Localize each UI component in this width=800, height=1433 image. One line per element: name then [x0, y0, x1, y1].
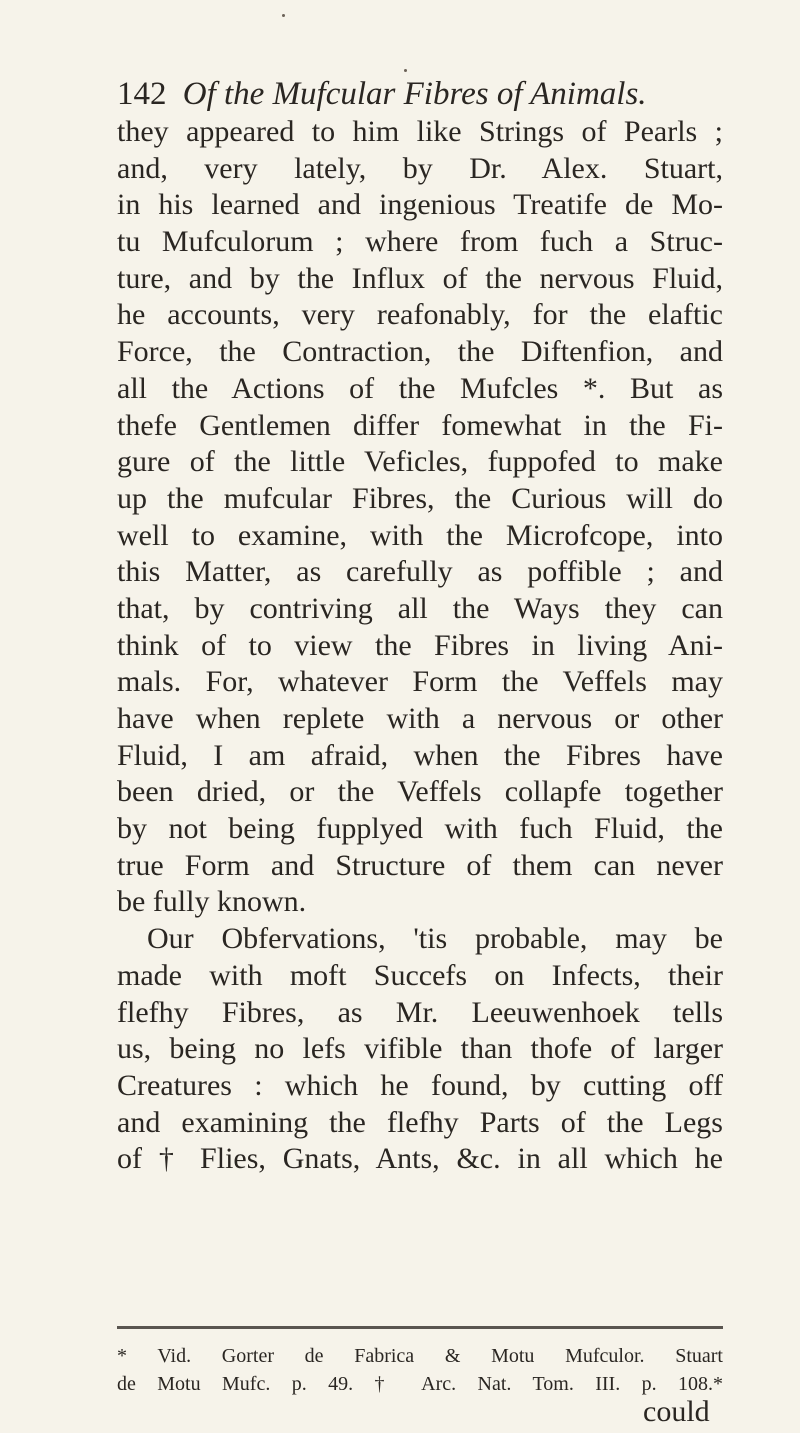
- text-line: and, very lately, by Dr. Alex. Stuart,: [117, 151, 723, 185]
- text-line: all the Actions of the Mufcles *. But as: [117, 371, 723, 405]
- text-line: tu Mufculorum ; where from fuch a Struc-: [117, 225, 723, 259]
- text-line: Force, the Contraction, the Diftenfion, and: [117, 335, 723, 369]
- footnote-rule: [117, 1326, 723, 1329]
- text-line: ture, and by the Influx of the nervous Fluid,: [117, 261, 723, 295]
- text-line: of † Flies, Gnats, Ants, &c. in all which he: [117, 1142, 723, 1176]
- text-line: been dried, or the Veffels collapfe together: [117, 775, 723, 809]
- text-line: mals. For, whatever Form the Veffels may: [117, 665, 723, 699]
- page-header: [117, 72, 717, 116]
- page-number: 142: [117, 76, 167, 112]
- text-line: true Form and Structure of them can never: [117, 848, 723, 882]
- text-line: made with moft Succefs on Infects, their: [117, 958, 723, 992]
- footnotes: [117, 1342, 723, 1398]
- text-line: thefe Gentlemen differ fomewhat in the Fi-: [117, 408, 723, 442]
- text-line: up the mufcular Fibres, the Curious will do: [117, 481, 723, 515]
- text-line: well to examine, with the Microfcope, into: [117, 518, 723, 552]
- text-line: think of to view the Fibres in living Ani-: [117, 628, 723, 662]
- specks: [282, 14, 285, 17]
- text-line: Our Obfervations, 'tis probable, may be: [147, 922, 723, 956]
- text-line: Fluid, I am afraid, when the Fibres have: [117, 738, 723, 772]
- text-line: that, by contriving all the Ways they can: [117, 591, 723, 625]
- text-line: he accounts, very reafonably, for the elaftic: [117, 298, 723, 332]
- text-line: this Matter, as carefully as poffible ; and: [117, 555, 723, 589]
- text-line: in his learned and ingenious Treatife de Mo-: [117, 188, 723, 222]
- text-line: they appeared to him like Strings of Pearls ;: [117, 115, 723, 148]
- footnote-line: de Motu Mufc. p. 49. † Arc. Nat. Tom. III. p. 108.*: [117, 1373, 723, 1395]
- text-line: Creatures : which he found, by cutting off: [117, 1068, 723, 1102]
- text-line: have when replete with a nervous or other: [117, 702, 723, 735]
- footnote-line: * Vid. Gorter de Fabrica & Motu Mufculor. Stuart: [117, 1345, 723, 1367]
- text-line: gure of the little Veficles, fuppofed to make: [117, 445, 723, 479]
- running-title: Of the Mufcular Fibres of Animals.: [182, 76, 647, 112]
- text-line: by not being fupplyed with fuch Fluid, the: [117, 812, 723, 846]
- body-text: [117, 114, 723, 1178]
- text-line: be fully known.: [117, 885, 307, 919]
- text-line: us, being no lefs vifible than thofe of larger: [117, 1032, 723, 1066]
- catchword: could: [643, 1395, 710, 1428]
- text-line: and examining the flefhy Parts of the Legs: [117, 1105, 723, 1139]
- text-line: flefhy Fibres, as Mr. Leeuwenhoek tells: [117, 995, 723, 1029]
